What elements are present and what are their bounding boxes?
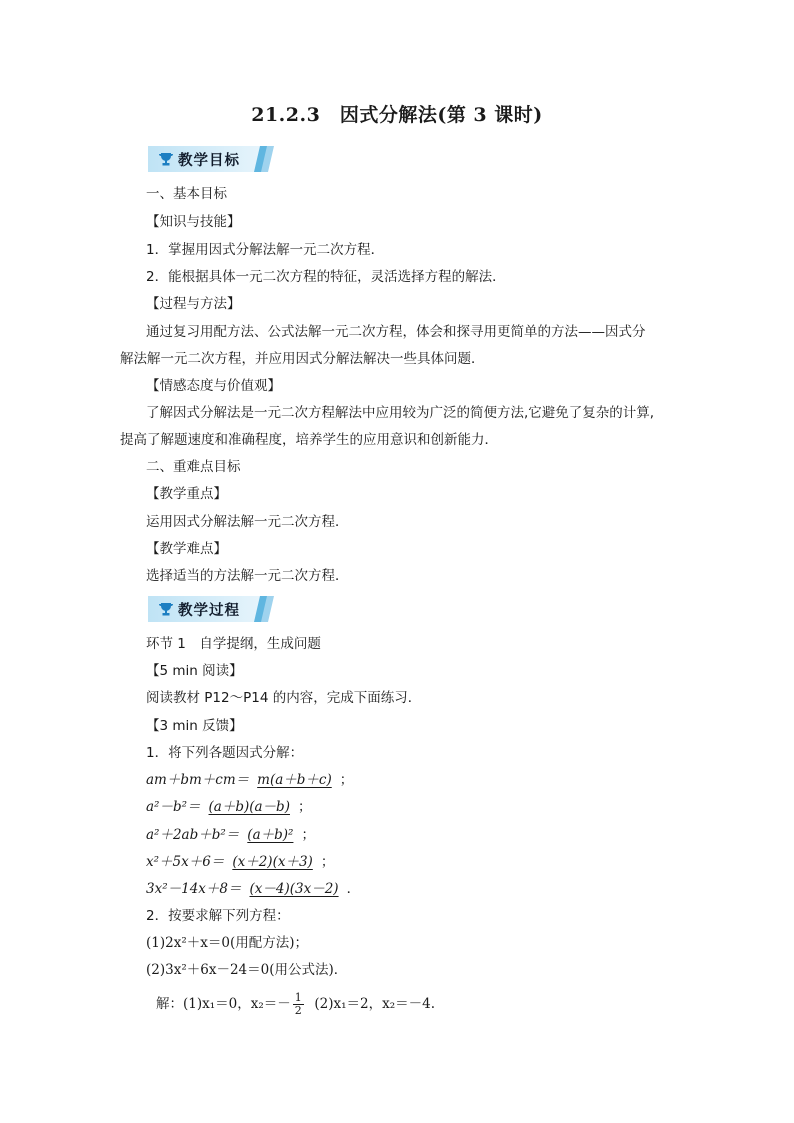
- exercise-lhs: a²＋2ab＋b²＝: [146, 827, 240, 843]
- key-goals-heading: 二、重难点目标: [146, 459, 241, 475]
- process-method-para-2: 解法解一元二次方程，并应用因式分解法解决一些具体问题．: [120, 351, 485, 367]
- exercise-2: a²－b²＝ (a＋b)(a－b) ；: [146, 799, 312, 815]
- exercise-3: a²＋2ab＋b²＝ (a＋b)² ；: [146, 827, 315, 843]
- emotion-heading: 【情感态度与价值观】: [146, 378, 281, 394]
- exercise-5: 3x²－14x＋8＝ (x－4)(3x－2) ．: [146, 881, 361, 897]
- solution-line: [156, 990, 435, 1018]
- trophy-icon: [158, 601, 174, 617]
- exercise-answer: (x＋2)(x＋3): [232, 854, 313, 870]
- question-2-part-2: (2)3x²＋6x－24＝0(用公式法)．: [146, 962, 348, 978]
- solution-part-2: (2)x₁＝2，x₂＝－4.: [314, 996, 436, 1012]
- difficulty-heading: 【教学难点】: [146, 541, 227, 557]
- knowledge-heading: 【知识与技能】: [146, 214, 241, 230]
- process-method-heading: 【过程与方法】: [146, 296, 241, 312]
- fraction: [293, 992, 304, 1017]
- knowledge-item-2: 2．能根据具体一元二次方程的特征，灵活选择方程的解法．: [146, 269, 506, 285]
- question-1: 1．将下列各题因式分解：: [146, 745, 304, 761]
- section-banner-process: [148, 596, 276, 622]
- exercise-answer: (a＋b)²: [247, 827, 294, 843]
- reading-heading: 【5 min 阅读】: [146, 663, 243, 679]
- fraction-denominator: 2: [294, 1004, 302, 1017]
- section-banner-goals: [148, 146, 276, 172]
- focus-heading: 【教学重点】: [146, 486, 227, 502]
- difficulty-text: 选择适当的方法解一元二次方程．: [146, 568, 349, 584]
- exercise-answer: (a＋b)(a－b): [208, 799, 290, 815]
- knowledge-item-1: 1．掌握用因式分解法解一元二次方程．: [146, 242, 385, 258]
- exercise-1: am＋bm＋cm＝ m(a＋b＋c) ；: [146, 772, 354, 788]
- page-title: 21.2.3 因式分解法(第 3 课时): [251, 104, 543, 126]
- emotion-para-2: 提高了解题速度和准确程度，培养学生的应用意识和创新能力．: [120, 432, 498, 448]
- exercise-lhs: a²－b²＝: [146, 799, 201, 815]
- question-2: 2．按要求解下列方程：: [146, 908, 290, 924]
- fraction-numerator: 1: [294, 991, 302, 1004]
- banner-label: 教学过程: [178, 603, 240, 619]
- question-2-part-1: (1)2x²＋x＝0(用配方法)；: [146, 935, 308, 951]
- exercise-lhs: x²＋5x＋6＝: [146, 854, 225, 870]
- exercise-answer: (x－4)(3x－2): [249, 881, 339, 897]
- reading-text: 阅读教材 P12～P14 的内容，完成下面练习．: [146, 690, 422, 706]
- exercise-4: x²＋5x＋6＝ (x＋2)(x＋3) ；: [146, 854, 335, 870]
- trophy-icon: [158, 151, 174, 167]
- solution-part-1: 解：(1)x₁＝0，x₂＝－: [156, 996, 291, 1012]
- banner-label: 教学目标: [178, 153, 240, 169]
- focus-text: 运用因式分解法解一元二次方程．: [146, 514, 349, 530]
- feedback-heading: 【3 min 反馈】: [146, 718, 243, 734]
- process-method-para-1: 通过复习用配方法、公式法解一元二次方程，体会和探寻用更简单的方法——因式分: [146, 324, 646, 340]
- emotion-para-1: 了解因式分解法是一元二次方程解法中应用较为广泛的简便方法,它避免了复杂的计算,: [146, 405, 655, 421]
- step-1-heading: 环节 1 自学提纲，生成问题: [146, 636, 321, 652]
- basic-goals-heading: 一、基本目标: [146, 186, 227, 202]
- exercise-lhs: am＋bm＋cm＝: [146, 772, 250, 788]
- exercise-answer: m(a＋b＋c): [257, 772, 332, 788]
- exercise-lhs: 3x²－14x＋8＝: [146, 881, 242, 897]
